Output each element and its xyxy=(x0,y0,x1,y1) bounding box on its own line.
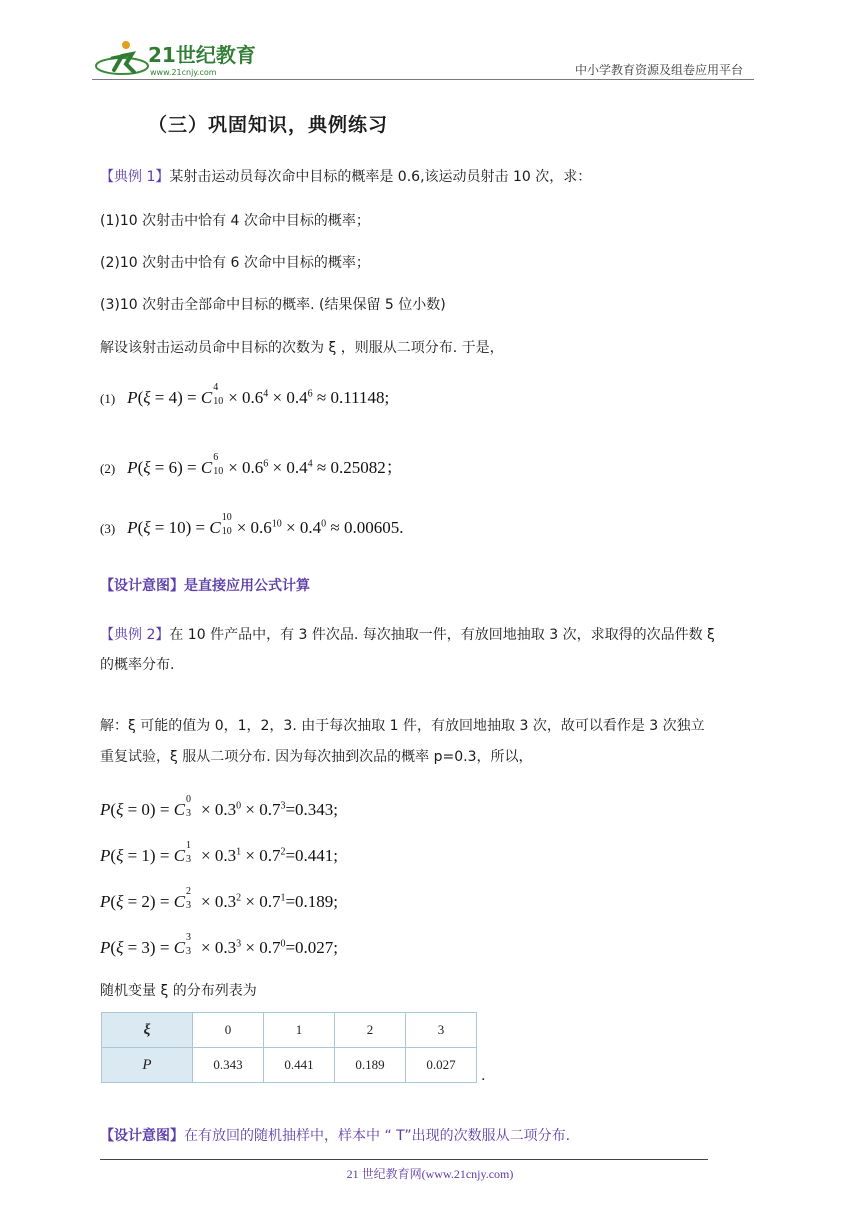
section-title: （三）巩固知识，典例练习 xyxy=(148,114,389,136)
table-cell: 2 xyxy=(335,1013,406,1048)
example1-solution: 解设该射击运动员命中目标的次数为 ξ ，则服从二项分布. 于是， xyxy=(100,340,504,356)
table-cell: 0.027 xyxy=(406,1048,477,1083)
design-intent-2: 【设计意图】在有放回的随机抽样中，样本中 “ T”出现的次数服从二项分布. xyxy=(100,1128,571,1144)
example1-text: 某射击运动员每次命中目标的概率是 0.6,该运动员射击 10 次，求： xyxy=(169,169,592,185)
example1-q3: (3)10 次射击全部命中目标的概率. (结果保留 5 位小数) xyxy=(100,297,446,313)
example1-q1: (1)10 次射击中恰有 4 次命中目标的概率； xyxy=(100,213,370,229)
formula-p2: P(ξ = 2) = C 2 3 × $0.3^2 \times 0.7^1=0.189$; xyxy=(100,886,339,911)
table-row xyxy=(102,1013,477,1048)
formula-2: (2) P(ξ = 6) = C 6 10 × $0.6^6 \times 0.4^4 \approx 0.25082$； xyxy=(100,452,403,477)
example2-tag: 【典例 2】 xyxy=(100,627,170,643)
design-intent-1: 【设计意图】是直接应用公式计算 xyxy=(100,578,310,594)
footer-divider xyxy=(100,1159,708,1160)
site-logo xyxy=(92,36,262,80)
table-cell: 0.343 xyxy=(193,1048,264,1083)
table-row xyxy=(102,1048,477,1083)
example2-prompt-line2: 的概率分布. xyxy=(100,657,175,673)
table-cell: 3 xyxy=(406,1013,477,1048)
table-header-xi: ξ xyxy=(102,1013,193,1048)
example2-solution-line2: 重复试验，ξ 服从二项分布. 因为每次抽到次品的概率 p=0.3，所以， xyxy=(100,749,533,765)
table-cell: 0.189 xyxy=(335,1048,406,1083)
table-cell: 1 xyxy=(264,1013,335,1048)
table-intro: 随机变量 ξ 的分布列表为 xyxy=(100,983,257,999)
table-cell: 0.441 xyxy=(264,1048,335,1083)
header-tagline: 中小学教育资源及组卷应用平台 xyxy=(575,63,744,77)
formula-3: (3) P(ξ = 10) = C 10 10 × $0.6^{10} \times 0.4^0 \approx 0.00605$. xyxy=(100,512,404,537)
example2-prompt: 【典例 2】在 10 件产品中，有 3 件次品. 每次抽取一件，有放回地抽取 3 次，求取得的次品件数 ξ xyxy=(100,627,715,643)
example1-q2: (2)10 次射击中恰有 6 次命中目标的概率； xyxy=(100,255,370,271)
example2-solution-line1: 解：ξ 可能的值为 0，1，2，3. 由于每次抽取 1 件，有放回地抽取 3 次，故可以看作是 3 次独立 xyxy=(100,718,705,734)
logo-text: 21世纪教育 xyxy=(148,43,256,67)
formula-p1: P(ξ = 1) = C 1 3 × $0.3^1 \times 0.7^2=0.441$; xyxy=(100,840,339,865)
formula-p0: P(ξ = 0) = C 0 3 × $0.3^0 \times 0.7^3=0.343$; xyxy=(100,794,339,819)
footer-text: 21 世纪教育网(www.21cnjy.com) xyxy=(346,1167,514,1181)
distribution-table xyxy=(101,1012,477,1083)
example1-tag: 【典例 1】 xyxy=(100,169,170,185)
header-divider xyxy=(92,79,754,80)
example1-prompt xyxy=(100,166,591,186)
table-cell: 0 xyxy=(193,1013,264,1048)
table-period: . xyxy=(481,1068,486,1084)
formula-1: (1) P(ξ = 4) = C 4 10 × $0.6^4 \times 0.4^6 \approx 0.11148$; xyxy=(100,382,390,407)
formula-p3: P(ξ = 3) = C 3 3 × $0.3^3 \times 0.7^0=0.027$; xyxy=(100,932,339,957)
table-header-p: P xyxy=(102,1048,193,1083)
logo-url: www.21cnjy.com xyxy=(150,68,217,77)
